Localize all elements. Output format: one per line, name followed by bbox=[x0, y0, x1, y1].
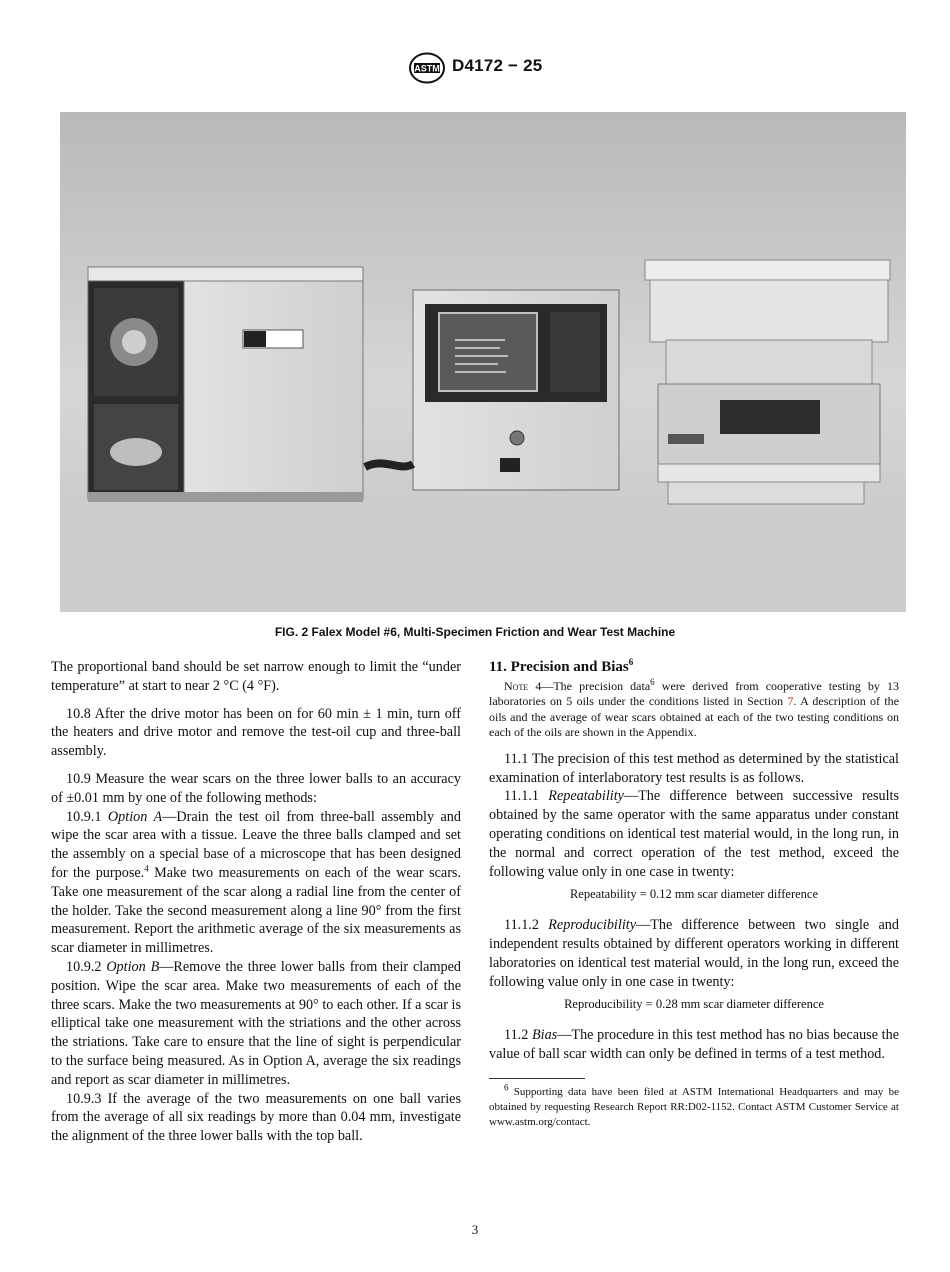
section-number: 10.9.2 bbox=[66, 958, 107, 975]
repeatability-equation: Repeatability = 0.12 mm scar diameter difference bbox=[569, 887, 819, 902]
paragraph-10-9-1 bbox=[51, 808, 461, 958]
test-machine bbox=[88, 267, 363, 502]
astm-logo bbox=[408, 52, 446, 84]
note-4 bbox=[489, 676, 899, 741]
footnote-ref-6: 6 bbox=[650, 676, 655, 687]
footnote-ref-6: 6 bbox=[628, 657, 634, 667]
footnote-ref-4: 4 bbox=[144, 863, 149, 874]
repeatability-text: —The difference between successive results obtained by the same operator with the same apparatus under constant operating conditions on identical test material would, in the long run, in the normal and correct operation of the test method, exceed the following value only in one case in twenty: bbox=[489, 788, 899, 880]
footnote-divider bbox=[489, 1078, 585, 1079]
paragraph-10-8: 10.8 After the drive motor has been on for 60 min ± 1 min, turn off the heaters and drive motor and remove the test-oil cup and three-ball assembly. bbox=[51, 705, 461, 760]
section-number: 11.2 bbox=[504, 1027, 532, 1044]
figure-caption: FIG. 2 Falex Model #6, Multi-Specimen Friction and Wear Test Machine bbox=[274, 625, 676, 639]
left-column bbox=[51, 658, 461, 1155]
note-text: —The precision data bbox=[541, 678, 651, 693]
option-b-text: —Remove the three lower balls from their clamped position. Wipe the scar area. Make two measurements of each of the three scars. Make the two measurements at 90° to each other. If a scar is elliptical take one measurement with the striations and the other across the striations. Take care to ensure that the line of sight is perpendicular to the surface being measured. As in Option A, average the six readings and report as scar diameter in millimetres. bbox=[51, 958, 462, 1088]
note-text-end: . A description of the oils and the average of wear scars obtained at each of the two testing conditions on each of the oils are shown in the Appendix. bbox=[489, 694, 899, 740]
bias-label: Bias bbox=[532, 1027, 558, 1044]
machine-photo bbox=[60, 112, 906, 612]
option-a-text: —Drain the test oil from three-ball assembly and wipe the scar area with a tissue. Leave the three balls clamped and set the assembly on a special base of a microscope that has been designed for the purpose. bbox=[51, 808, 461, 881]
section-number: 11.1.1 bbox=[504, 788, 549, 805]
note-text-cont: were derived from cooperative testing by 13 laboratories on 5 oils under the conditions listed in Section bbox=[489, 678, 899, 709]
section-number: 11.1.2 bbox=[504, 917, 549, 934]
paragraph-11-2 bbox=[489, 1026, 899, 1064]
reproducibility-label: Reproducibility bbox=[548, 917, 636, 934]
paragraph-11-1: 11.1 The precision of this test method as determined by the statistical examination of interlaboratory test results is as follows. bbox=[489, 750, 899, 786]
note-label: Note 4 bbox=[504, 678, 542, 693]
paragraph-10-9-2 bbox=[51, 958, 461, 1090]
reproducibility-equation: Reproducibility = 0.28 mm scar diameter difference bbox=[564, 997, 824, 1012]
option-a-text-cont: Make two measurements on each of the wear scars. Take one measurement of the scar along a radial line from the center of the holder. Take the second measurement along a line 90° from the first measurement. Report the arithmetic average of the six measurements as scar diameter in millimetres. bbox=[51, 864, 461, 957]
option-b-label: Option B bbox=[106, 958, 160, 975]
paragraph-11-1-2 bbox=[489, 916, 899, 991]
footnote-6 bbox=[489, 1082, 899, 1130]
svg-text:ASTM: ASTM bbox=[414, 63, 440, 74]
heading-text: 11. Precision and Bias bbox=[489, 659, 629, 675]
page-number: 3 bbox=[471, 1222, 479, 1237]
paragraph-10-9-3: 10.9.3 If the average of the two measurements on one ball varies from the average of all six readings by more than 0.04 mm, investigate the alignment of the three lower balls with the top ball. bbox=[51, 1090, 461, 1145]
section-heading bbox=[489, 658, 899, 677]
paragraph-10-9: 10.9 Measure the wear scars on the three lower balls to an accuracy of ±0.01 mm by one of the following methods: bbox=[51, 770, 461, 806]
reproducibility-text: —The difference between two single and independent results obtained by different operators working in different laboratories on identical test material would, in the long run, exceed the following value only in one case in twenty: bbox=[489, 917, 899, 990]
page-header bbox=[0, 52, 950, 86]
option-a-label: Option A bbox=[107, 808, 163, 825]
paragraph-11-1-1 bbox=[489, 787, 899, 881]
section-number: 10.9.1 bbox=[66, 808, 108, 825]
figure-photo bbox=[60, 112, 906, 612]
footnote-text: Supporting data have been filed at ASTM International Headquarters and may be obtained by requesting Research Report RR:D02-1152. Contact ASTM Customer Service at www.astm.org/contact. bbox=[489, 1085, 899, 1128]
repeatability-label: Repeatability bbox=[548, 788, 624, 805]
bias-text: —The procedure in this test method has no bias because the value of ball scar width can only be defined in terms of a test method. bbox=[489, 1027, 900, 1062]
right-column bbox=[489, 658, 899, 1130]
paragraph-proportional-band: The proportional band should be set narrow enough to limit the “under temperature” at start to near 2 °C (4 °F). bbox=[51, 659, 461, 694]
computer-printer bbox=[645, 260, 890, 504]
footnote-marker: 6 bbox=[504, 1082, 509, 1093]
document-id: D4172 − 25 bbox=[452, 56, 543, 75]
section-7-link[interactable]: 7 bbox=[787, 694, 794, 709]
